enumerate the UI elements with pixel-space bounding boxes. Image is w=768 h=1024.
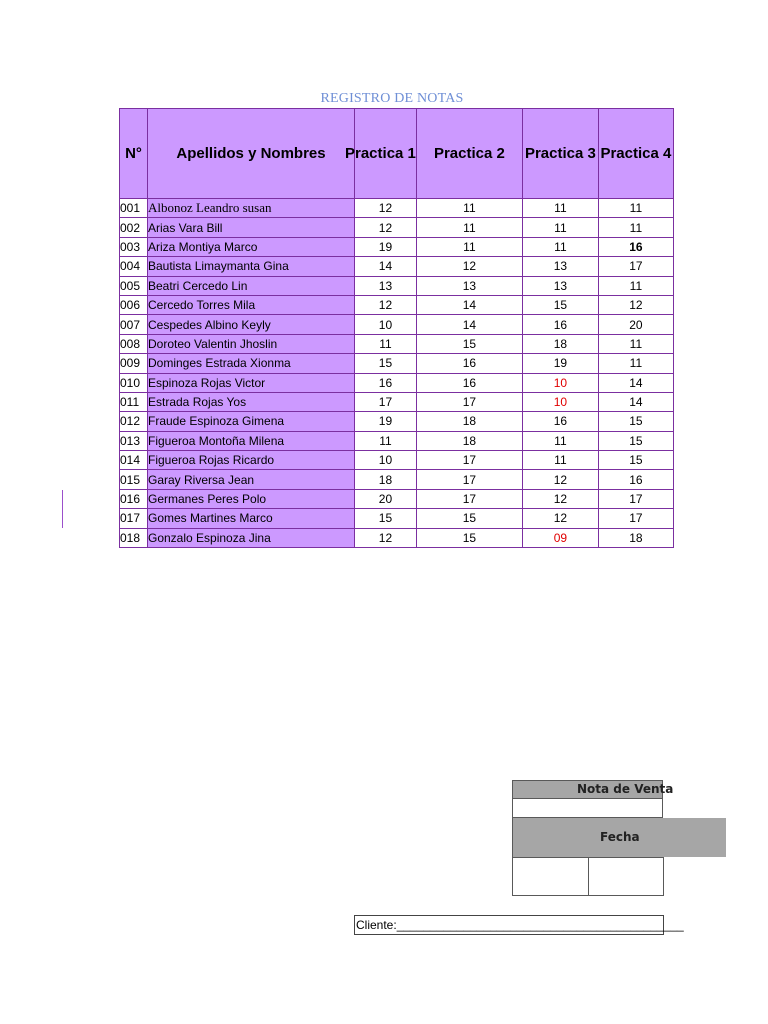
- grade-cell-practica-3[interactable]: 12: [522, 470, 598, 489]
- grade-cell-practica-3[interactable]: 19: [522, 354, 598, 373]
- grade-cell-practica-1[interactable]: 10: [355, 451, 417, 470]
- table-row: [120, 412, 674, 431]
- grade-cell-practica-1[interactable]: 15: [355, 354, 417, 373]
- student-name-cell[interactable]: Beatri Cercedo Lin: [148, 276, 355, 295]
- grade-cell-practica-3[interactable]: 11: [522, 451, 598, 470]
- table-row: [120, 315, 674, 334]
- grade-cell-practica-1[interactable]: 10: [355, 315, 417, 334]
- grade-cell-practica-4[interactable]: 17: [598, 257, 673, 276]
- row-number-cell[interactable]: 013: [120, 431, 148, 450]
- table-row: [120, 509, 674, 528]
- row-number-cell[interactable]: 014: [120, 451, 148, 470]
- grade-cell-practica-3[interactable]: 11: [522, 237, 598, 256]
- grade-cell-practica-3[interactable]: 13: [522, 276, 598, 295]
- grade-cell-practica-1[interactable]: 11: [355, 431, 417, 450]
- grade-cell-practica-1[interactable]: 12: [355, 218, 417, 237]
- grade-cell-practica-1[interactable]: 19: [355, 412, 417, 431]
- table-row: [120, 334, 674, 353]
- grade-cell-practica-3[interactable]: 11: [522, 431, 598, 450]
- row-number-cell[interactable]: 012: [120, 412, 148, 431]
- student-name-cell[interactable]: Arias Vara Bill: [148, 218, 355, 237]
- grade-cell-practica-2[interactable]: 14: [416, 295, 522, 314]
- row-number-cell[interactable]: 008: [120, 334, 148, 353]
- grade-cell-practica-3[interactable]: 16: [522, 315, 598, 334]
- grade-cell-practica-2[interactable]: 15: [416, 509, 522, 528]
- student-name-cell[interactable]: Figueroa Montoña Milena: [148, 431, 355, 450]
- grade-cell-practica-1[interactable]: 17: [355, 392, 417, 411]
- row-number-cell[interactable]: 015: [120, 470, 148, 489]
- grade-cell-practica-4[interactable]: 15: [598, 451, 673, 470]
- grade-cell-practica-3[interactable]: 09: [522, 528, 598, 547]
- table-row: [120, 431, 674, 450]
- student-name-cell[interactable]: Germanes Peres Polo: [148, 489, 355, 508]
- student-name-cell[interactable]: Gonzalo Espinoza Jina: [148, 528, 355, 547]
- row-number-cell[interactable]: 010: [120, 373, 148, 392]
- grade-cell-practica-2[interactable]: 18: [416, 431, 522, 450]
- grade-cell-practica-4[interactable]: 12: [598, 295, 673, 314]
- table-row: [120, 528, 674, 547]
- table-row: [120, 392, 674, 411]
- header-practica-3[interactable]: Practica 3: [522, 109, 598, 199]
- grade-cell-practica-1[interactable]: 12: [355, 199, 417, 218]
- grade-cell-practica-1[interactable]: 19: [355, 237, 417, 256]
- grade-cell-practica-2[interactable]: 16: [416, 373, 522, 392]
- row-number-cell[interactable]: 002: [120, 218, 148, 237]
- table-row: [120, 218, 674, 237]
- grade-cell-practica-2[interactable]: 17: [416, 489, 522, 508]
- grade-cell-practica-4[interactable]: 11: [598, 199, 673, 218]
- grade-cell-practica-4[interactable]: 17: [598, 509, 673, 528]
- row-number-cell[interactable]: 009: [120, 354, 148, 373]
- row-number-cell[interactable]: 016: [120, 489, 148, 508]
- grade-cell-practica-3[interactable]: 12: [522, 509, 598, 528]
- student-name-cell[interactable]: Estrada Rojas Yos: [148, 392, 355, 411]
- grade-cell-practica-1[interactable]: 12: [355, 295, 417, 314]
- date-cell-1[interactable]: [513, 858, 589, 895]
- grade-cell-practica-2[interactable]: 17: [416, 451, 522, 470]
- student-name-cell[interactable]: Figueroa Rojas Ricardo: [148, 451, 355, 470]
- grade-cell-practica-4[interactable]: 11: [598, 276, 673, 295]
- header-name[interactable]: Apellidos y Nombres: [148, 109, 355, 199]
- grade-cell-practica-3[interactable]: 11: [522, 218, 598, 237]
- table-row: [120, 257, 674, 276]
- grade-cell-practica-1[interactable]: 12: [355, 528, 417, 547]
- grade-cell-practica-2[interactable]: 11: [416, 237, 522, 256]
- sheet-title: REGISTRO DE NOTAS: [320, 91, 464, 106]
- student-name-cell[interactable]: Cercedo Torres Mila: [148, 295, 355, 314]
- grade-cell-practica-4[interactable]: 16: [598, 470, 673, 489]
- grade-cell-practica-4[interactable]: 17: [598, 489, 673, 508]
- header-row: [120, 109, 674, 199]
- grade-cell-practica-4[interactable]: 16: [598, 237, 673, 256]
- grade-cell-practica-1[interactable]: 16: [355, 373, 417, 392]
- grade-cell-practica-3[interactable]: 10: [522, 373, 598, 392]
- student-name-cell[interactable]: Garay Riversa Jean: [148, 470, 355, 489]
- grade-cell-practica-1[interactable]: 18: [355, 470, 417, 489]
- table-row: [120, 489, 674, 508]
- student-name-cell[interactable]: Ariza Montiya Marco: [148, 237, 355, 256]
- grade-cell-practica-2[interactable]: 16: [416, 354, 522, 373]
- grade-cell-practica-4[interactable]: 20: [598, 315, 673, 334]
- row-number-cell[interactable]: 005: [120, 276, 148, 295]
- table-row: [120, 276, 674, 295]
- grade-cell-practica-4[interactable]: 11: [598, 218, 673, 237]
- grade-cell-practica-1[interactable]: 15: [355, 509, 417, 528]
- grade-cell-practica-2[interactable]: 11: [416, 218, 522, 237]
- grade-cell-practica-4[interactable]: 11: [598, 334, 673, 353]
- grade-cell-practica-3[interactable]: 13: [522, 257, 598, 276]
- grade-cell-practica-4[interactable]: 18: [598, 528, 673, 547]
- text-cursor: [62, 490, 63, 528]
- grade-cell-practica-1[interactable]: 11: [355, 334, 417, 353]
- grade-cell-practica-2[interactable]: 15: [416, 334, 522, 353]
- grade-cell-practica-3[interactable]: 10: [522, 392, 598, 411]
- grade-cell-practica-4[interactable]: 15: [598, 431, 673, 450]
- grade-cell-practica-3[interactable]: 11: [522, 199, 598, 218]
- row-number-cell[interactable]: 018: [120, 528, 148, 547]
- grades-table: [119, 108, 674, 548]
- table-row: [120, 199, 674, 218]
- row-number-cell[interactable]: 006: [120, 295, 148, 314]
- grade-cell-practica-1[interactable]: 13: [355, 276, 417, 295]
- table-row: [120, 295, 674, 314]
- date-cells: [512, 857, 664, 896]
- student-name-cell[interactable]: Cespedes Albino Keyly: [148, 315, 355, 334]
- row-number-cell[interactable]: 017: [120, 509, 148, 528]
- row-number-cell[interactable]: 004: [120, 257, 148, 276]
- grade-cell-practica-2[interactable]: 11: [416, 199, 522, 218]
- row-number-cell[interactable]: 001: [120, 199, 148, 218]
- grade-cell-practica-4[interactable]: 15: [598, 412, 673, 431]
- header-practica-2[interactable]: Practica 2: [416, 109, 522, 199]
- header-practica-1-label: Practica 1: [345, 145, 416, 162]
- student-name-cell[interactable]: Dominges Estrada Xionma: [148, 354, 355, 373]
- table-row: [120, 451, 674, 470]
- grade-rows: [120, 199, 674, 548]
- grade-cell-practica-2[interactable]: 14: [416, 315, 522, 334]
- grade-cell-practica-3[interactable]: 16: [522, 412, 598, 431]
- table-row: [120, 354, 674, 373]
- grade-cell-practica-3[interactable]: 18: [522, 334, 598, 353]
- grade-cell-practica-4[interactable]: 14: [598, 392, 673, 411]
- grade-cell-practica-2[interactable]: 15: [416, 528, 522, 547]
- client-field[interactable]: Cliente:___________________________________________: [354, 915, 664, 935]
- grade-cell-practica-4[interactable]: 14: [598, 373, 673, 392]
- table-row: [120, 237, 674, 256]
- sale-note-blank-cell[interactable]: [512, 799, 663, 818]
- student-name-cell[interactable]: Gomes Martines Marco: [148, 509, 355, 528]
- grade-cell-practica-2[interactable]: 13: [416, 276, 522, 295]
- table-row: [120, 470, 674, 489]
- student-name-cell[interactable]: Fraude Espinoza Gimena: [148, 412, 355, 431]
- table-row: [120, 373, 674, 392]
- row-number-cell[interactable]: 007: [120, 315, 148, 334]
- student-name-cell[interactable]: Albonoz Leandro susan: [148, 199, 355, 218]
- grade-cell-practica-1[interactable]: 20: [355, 489, 417, 508]
- row-number-cell[interactable]: 003: [120, 237, 148, 256]
- grade-cell-practica-2[interactable]: 17: [416, 392, 522, 411]
- grade-cell-practica-1[interactable]: 14: [355, 257, 417, 276]
- date-cell-2[interactable]: [589, 858, 664, 895]
- grade-cell-practica-4[interactable]: 11: [598, 354, 673, 373]
- grade-cell-practica-3[interactable]: 15: [522, 295, 598, 314]
- date-label[interactable]: Fecha: [600, 830, 640, 844]
- header-num[interactable]: N°: [120, 109, 148, 199]
- student-name-cell[interactable]: Doroteo Valentin Jhoslin: [148, 334, 355, 353]
- grade-cell-practica-2[interactable]: 12: [416, 257, 522, 276]
- student-name-cell[interactable]: Espinoza Rojas Victor: [148, 373, 355, 392]
- header-practica-4[interactable]: Practica 4: [598, 109, 673, 199]
- grade-cell-practica-2[interactable]: 18: [416, 412, 522, 431]
- student-name-cell[interactable]: Bautista Limaymanta Gina: [148, 257, 355, 276]
- sale-note-title[interactable]: Nota de Venta: [512, 780, 663, 799]
- row-number-cell[interactable]: 011: [120, 392, 148, 411]
- header-practica-1[interactable]: [345, 109, 417, 199]
- grade-cell-practica-3[interactable]: 12: [522, 489, 598, 508]
- grade-cell-practica-2[interactable]: 17: [416, 470, 522, 489]
